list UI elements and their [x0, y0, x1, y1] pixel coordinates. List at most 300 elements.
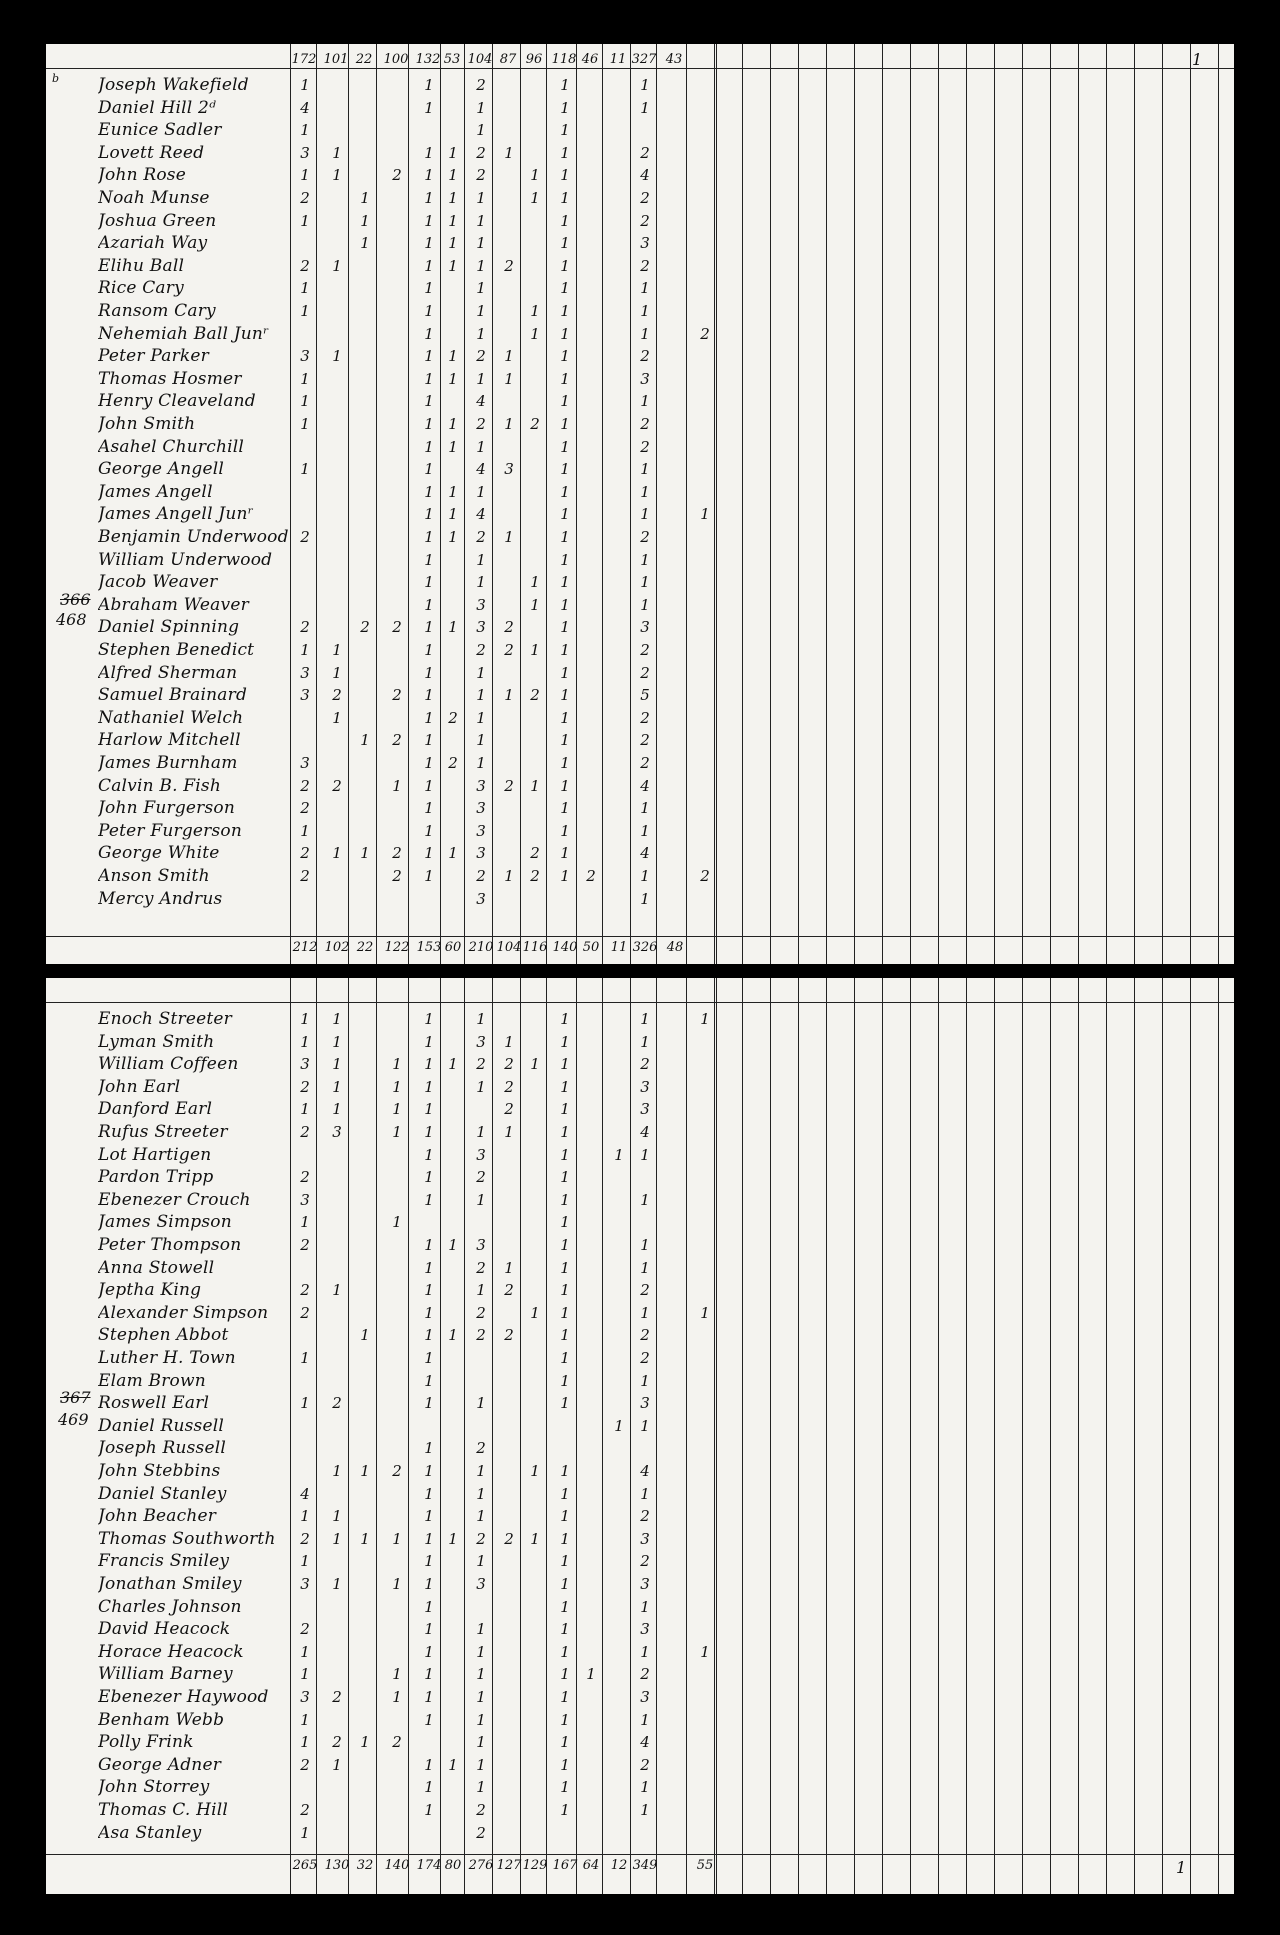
tally-cell: 1	[560, 776, 570, 795]
tally-cell: 1	[424, 1236, 434, 1254]
tally-cell: 1	[476, 1733, 486, 1752]
tally-cell: 1	[448, 369, 458, 388]
tally-cell: 1	[476, 437, 486, 456]
tally-cell: 2	[332, 776, 342, 795]
tally-cell: 1	[476, 1190, 486, 1209]
tally-cell: 2	[640, 1281, 650, 1300]
census-row	[46, 526, 1234, 549]
tally-cell: 1	[424, 821, 434, 840]
tally-cell: 3	[476, 776, 486, 795]
tally-cell: 2	[640, 1755, 650, 1774]
tally-cell: 1	[560, 844, 570, 863]
tally-cell: 3	[300, 1575, 310, 1593]
tally-cell: 3	[640, 618, 650, 637]
head-of-household-name: Charles Johnson	[98, 1596, 242, 1617]
tally-cell: 1	[560, 1326, 570, 1345]
tally-cell: 1	[424, 347, 434, 366]
tally-cell: 2	[476, 1529, 486, 1548]
tally-cell: 3	[640, 1077, 650, 1096]
tally-cell: 1	[300, 121, 310, 140]
tally-cell: 1	[530, 776, 540, 795]
tally-cell: 1	[448, 143, 458, 162]
tally-cell: 1	[392, 1055, 402, 1074]
tally-cell: 1	[360, 1733, 370, 1752]
tally-cell: 1	[424, 505, 434, 524]
column-header-number: 118	[551, 52, 577, 67]
tally-cell: 3	[300, 663, 310, 682]
tally-cell: 1	[560, 1236, 570, 1254]
tally-cell: 3	[300, 1688, 310, 1706]
head-of-household-name: Alexander Simpson	[98, 1302, 269, 1323]
tally-cell: 2	[332, 1394, 342, 1413]
tally-cell: 1	[392, 1665, 402, 1684]
head-of-household-name: Asa Stanley	[98, 1822, 202, 1843]
tally-cell: 1	[392, 776, 402, 795]
tally-cell: 1	[424, 369, 434, 388]
census-row	[46, 752, 1234, 775]
census-row	[46, 277, 1234, 300]
tally-cell: 2	[332, 1733, 342, 1752]
tally-cell: 1	[560, 369, 570, 388]
tally-cell: 2	[392, 166, 402, 185]
tally-cell: 2	[640, 437, 650, 456]
tally-cell: 2	[300, 256, 310, 275]
tally-cell: 1	[448, 234, 458, 253]
tally-cell: 2	[530, 686, 540, 705]
head-of-household-name: Danford Earl	[98, 1099, 213, 1120]
tally-cell: 2	[640, 1055, 650, 1074]
tally-cell: 2	[476, 1439, 486, 1458]
tally-cell: 1	[560, 708, 570, 727]
tally-cell: 1	[476, 731, 486, 750]
tally-cell: 1	[476, 324, 486, 343]
tally-cell: 4	[640, 844, 650, 863]
census-row	[46, 1483, 1234, 1506]
tally-cell: 1	[448, 166, 458, 185]
tally-cell: 1	[476, 663, 486, 682]
census-row	[46, 1754, 1234, 1777]
tally-cell: 1	[530, 302, 540, 320]
tally-cell: 2	[640, 528, 650, 546]
tally-cell: 3	[476, 595, 486, 614]
head-of-household-name: Daniel Spinning	[98, 617, 240, 638]
tally-cell: 1	[476, 279, 486, 298]
census-row	[46, 1302, 1234, 1325]
tally-cell: 2	[504, 1326, 514, 1345]
tally-cell: 1	[476, 234, 486, 253]
tally-cell: 1	[530, 1529, 540, 1548]
column-total: 276	[468, 1858, 494, 1873]
census-row	[46, 1663, 1234, 1686]
tally-cell: 1	[476, 211, 486, 230]
tally-cell: 2	[476, 1801, 486, 1819]
tally-cell: 1	[424, 1552, 434, 1571]
head-of-household-name: John Rose	[98, 165, 186, 186]
head-of-household-name: Stephen Benedict	[98, 640, 255, 660]
tally-cell: 1	[560, 1462, 570, 1480]
tally-cell: 1	[332, 663, 342, 682]
tally-cell: 1	[640, 867, 650, 885]
tally-cell: 1	[560, 1575, 570, 1593]
tally-cell: 2	[504, 1281, 514, 1300]
tally-cell: 1	[332, 1281, 342, 1300]
tally-cell: 1	[560, 347, 570, 366]
tally-cell: 3	[476, 618, 486, 637]
tally-cell: 1	[332, 1575, 342, 1593]
column-total: 104	[496, 940, 522, 955]
tally-cell: 1	[332, 641, 342, 659]
census-row	[46, 1324, 1234, 1347]
head-of-household-name: David Heacock	[98, 1619, 231, 1640]
tally-cell: 1	[560, 1055, 570, 1074]
tally-cell: 1	[448, 1326, 458, 1345]
margin-strikeout-number: 366	[60, 590, 91, 609]
head-of-household-name: Joshua Green	[98, 210, 217, 231]
tally-cell: 1	[560, 211, 570, 230]
census-row	[46, 323, 1234, 346]
tally-cell: 3	[476, 1236, 486, 1254]
census-row	[46, 842, 1234, 865]
column-total: 326	[632, 940, 658, 955]
corner-mark: 1	[1176, 1858, 1187, 1877]
head-of-household-name: Daniel Stanley	[98, 1483, 227, 1504]
census-row	[46, 1596, 1234, 1619]
tally-cell: 1	[640, 279, 650, 298]
tally-cell: 1	[392, 1575, 402, 1593]
tally-cell: 1	[614, 1145, 624, 1164]
tally-cell: 1	[560, 1371, 570, 1390]
tally-cell: 1	[560, 550, 570, 569]
tally-cell: 2	[300, 528, 310, 546]
head-of-household-name: Jeptha King	[98, 1280, 202, 1301]
tally-cell: 1	[560, 618, 570, 637]
head-of-household-name: Lovett Reed	[98, 142, 205, 163]
tally-cell: 2	[448, 754, 458, 772]
tally-cell: 1	[476, 256, 486, 275]
tally-cell: 1	[476, 189, 486, 207]
tally-cell: 1	[560, 460, 570, 479]
head-of-household-name: Peter Parker	[98, 346, 209, 367]
tally-cell: 1	[560, 1123, 570, 1141]
tally-cell: 2	[640, 143, 650, 162]
tally-cell: 2	[700, 867, 710, 885]
tally-cell: 1	[448, 211, 458, 230]
tally-cell: 1	[560, 528, 570, 546]
column-total: 174	[416, 1858, 442, 1873]
column-header-number: 46	[581, 52, 599, 67]
census-row	[46, 345, 1234, 368]
tally-cell: 1	[560, 573, 570, 592]
tally-cell: 1	[424, 754, 434, 772]
tally-cell: 1	[530, 1303, 540, 1322]
tally-cell: 2	[640, 1507, 650, 1526]
tally-cell: 2	[640, 189, 650, 207]
tally-cell: 1	[640, 1801, 650, 1819]
census-row	[46, 142, 1234, 165]
tally-cell: 2	[300, 1620, 310, 1639]
tally-cell: 1	[360, 844, 370, 863]
census-row	[46, 187, 1234, 210]
head-of-household-name: William Coffeen	[98, 1054, 239, 1075]
census-row	[46, 97, 1234, 120]
tally-cell: 1	[300, 211, 310, 230]
head-of-household-name: Lyman Smith	[98, 1031, 215, 1052]
census-row	[46, 1098, 1234, 1121]
tally-cell: 1	[560, 1281, 570, 1300]
tally-cell: 1	[640, 1642, 650, 1661]
tally-cell: 1	[504, 528, 514, 546]
tally-cell: 1	[560, 731, 570, 750]
tally-cell: 1	[476, 573, 486, 592]
tally-cell: 1	[448, 482, 458, 501]
tally-cell: 1	[300, 76, 310, 94]
tally-cell: 1	[424, 1688, 434, 1706]
tally-cell: 3	[300, 143, 310, 162]
census-row	[46, 413, 1234, 436]
tally-cell: 1	[476, 98, 486, 117]
head-of-household-name: Nathaniel Welch	[98, 707, 244, 728]
census-row	[46, 594, 1234, 617]
tally-cell: 1	[424, 1100, 434, 1119]
tally-cell: 1	[300, 1349, 310, 1367]
census-row	[46, 1076, 1234, 1099]
tally-cell: 1	[530, 573, 540, 592]
tally-cell: 1	[640, 1710, 650, 1729]
tally-cell: 1	[448, 1529, 458, 1548]
tally-cell: 1	[424, 256, 434, 275]
tally-cell: 2	[476, 1258, 486, 1277]
tally-cell: 1	[530, 324, 540, 343]
tally-cell: 3	[640, 1100, 650, 1119]
tally-cell: 1	[560, 279, 570, 298]
total-rule	[46, 1854, 1234, 1855]
census-row	[46, 300, 1234, 323]
tally-cell: 3	[300, 686, 310, 705]
tally-cell: 1	[300, 821, 310, 840]
head-of-household-name: William Barney	[98, 1664, 233, 1685]
census-row	[46, 1121, 1234, 1144]
tally-cell: 1	[424, 279, 434, 298]
census-row	[46, 1415, 1234, 1438]
census-row	[46, 1528, 1234, 1551]
tally-cell: 1	[530, 1462, 540, 1480]
tally-cell: 1	[560, 1349, 570, 1367]
census-row	[46, 775, 1234, 798]
tally-cell: 1	[300, 369, 310, 388]
column-total: 60	[444, 940, 462, 955]
head-of-household-name: Eunice Sadler	[98, 120, 222, 141]
census-row	[46, 1776, 1234, 1799]
tally-cell: 2	[392, 686, 402, 705]
tally-cell: 1	[560, 663, 570, 682]
tally-cell: 1	[448, 1055, 458, 1074]
tally-cell: 1	[560, 76, 570, 94]
tally-cell: 1	[640, 1416, 650, 1435]
tally-cell: 1	[332, 256, 342, 275]
column-total: 50	[582, 940, 600, 955]
tally-cell: 1	[300, 1642, 310, 1661]
census-row	[46, 1822, 1234, 1845]
tally-cell: 2	[476, 347, 486, 366]
head-of-household-name: Roswell Earl	[98, 1393, 210, 1414]
tally-cell: 1	[332, 1529, 342, 1548]
tally-cell: 1	[424, 1439, 434, 1458]
census-row	[46, 820, 1234, 843]
census-row	[46, 210, 1234, 233]
tally-cell: 1	[476, 121, 486, 140]
tally-cell: 1	[300, 1010, 310, 1028]
tally-cell: 1	[476, 1507, 486, 1526]
tally-cell: 1	[476, 1710, 486, 1729]
census-row	[46, 797, 1234, 820]
head-of-household-name: Stephen Abbot	[98, 1325, 229, 1346]
tally-cell: 1	[560, 754, 570, 772]
tally-cell: 1	[332, 1010, 342, 1028]
tally-cell: 4	[640, 1733, 650, 1752]
tally-cell: 2	[640, 731, 650, 750]
tally-cell: 2	[300, 799, 310, 818]
census-row	[46, 1686, 1234, 1709]
tally-cell: 1	[560, 1620, 570, 1639]
tally-cell: 1	[448, 844, 458, 863]
tally-cell: 1	[700, 1642, 710, 1661]
column-total: 265	[292, 1858, 318, 1873]
tally-cell: 1	[360, 1462, 370, 1480]
column-total: 140	[384, 1858, 410, 1873]
column-header-number: 87	[499, 52, 517, 67]
tally-cell: 1	[360, 189, 370, 207]
head-of-household-name: Elihu Ball	[98, 255, 185, 276]
tally-cell: 1	[560, 482, 570, 501]
head-of-household-name: Ebenezer Haywood	[98, 1687, 269, 1707]
census-row	[46, 707, 1234, 730]
corner-mark: 1	[1192, 50, 1203, 69]
tally-cell: 2	[640, 347, 650, 366]
tally-cell: 1	[560, 505, 570, 524]
tally-cell: 1	[424, 1145, 434, 1164]
tally-cell: 2	[300, 618, 310, 637]
tally-cell: 2	[476, 867, 486, 885]
tally-cell: 1	[424, 437, 434, 456]
head-of-household-name: John Stebbins	[98, 1461, 221, 1481]
tally-cell: 1	[700, 505, 710, 524]
column-total: 80	[444, 1858, 462, 1873]
tally-cell: 2	[640, 1326, 650, 1345]
tally-cell: 1	[392, 1100, 402, 1119]
tally-cell: 1	[424, 1168, 434, 1187]
tally-cell: 1	[560, 1010, 570, 1028]
tally-cell: 1	[530, 641, 540, 659]
head-of-household-name: Elam Brown	[98, 1370, 206, 1391]
tally-cell: 4	[476, 392, 486, 411]
tally-cell: 2	[700, 324, 710, 343]
margin-page-number: 468	[56, 610, 87, 629]
column-header-number: 101	[323, 52, 349, 67]
tally-cell: 1	[300, 392, 310, 411]
margin-strikeout-number: 367	[60, 1388, 91, 1407]
tally-cell: 1	[300, 279, 310, 298]
tally-cell: 1	[300, 1710, 310, 1729]
tally-cell: 3	[640, 234, 650, 253]
tally-cell: 1	[300, 1032, 310, 1051]
column-total: 116	[522, 940, 548, 955]
head-of-household-name: John Beacher	[98, 1506, 217, 1527]
head-of-household-name: Joseph Wakefield	[98, 75, 249, 95]
tally-cell: 1	[448, 1755, 458, 1774]
head-of-household-name: Asahel Churchill	[98, 436, 244, 457]
tally-cell: 1	[476, 708, 486, 727]
head-of-household-name: Rufus Streeter	[98, 1122, 228, 1142]
tally-cell: 1	[476, 1642, 486, 1661]
tally-cell: 1	[424, 1123, 434, 1141]
census-row	[46, 1460, 1234, 1483]
tally-cell: 1	[424, 143, 434, 162]
census-row	[46, 119, 1234, 142]
tally-cell: 3	[300, 754, 310, 772]
tally-cell: 5	[640, 686, 650, 705]
census-row	[46, 1731, 1234, 1754]
tally-cell: 1	[300, 1213, 310, 1232]
head-of-household-name: Anson Smith	[98, 866, 210, 886]
tally-cell: 1	[476, 1462, 486, 1480]
tally-cell: 3	[300, 1190, 310, 1209]
census-row	[46, 1347, 1234, 1370]
census-page-bottom	[46, 978, 1234, 1894]
tally-cell: 1	[300, 1394, 310, 1413]
column-header-number: 22	[355, 52, 373, 67]
tally-cell: 1	[560, 98, 570, 117]
tally-cell: 2	[640, 641, 650, 659]
tally-cell: 1	[560, 1688, 570, 1706]
tally-cell: 3	[476, 1575, 486, 1593]
census-row	[46, 1234, 1234, 1257]
tally-cell: 2	[640, 1552, 650, 1571]
tally-cell: 1	[560, 302, 570, 320]
tally-cell: 1	[300, 1507, 310, 1526]
tally-cell: 1	[504, 1032, 514, 1051]
tally-cell: 2	[530, 844, 540, 863]
tally-cell: 1	[360, 1326, 370, 1345]
census-row	[46, 1211, 1234, 1234]
census-row	[46, 1257, 1234, 1280]
tally-cell: 1	[560, 1168, 570, 1187]
tally-cell: 1	[640, 1258, 650, 1277]
census-row	[46, 368, 1234, 391]
census-row	[46, 888, 1234, 911]
tally-cell: 1	[476, 754, 486, 772]
tally-cell: 1	[360, 1529, 370, 1548]
head-of-household-name: Anna Stowell	[98, 1257, 215, 1278]
header-rule	[46, 1002, 1234, 1003]
census-row	[46, 1573, 1234, 1596]
tally-cell: 1	[560, 1484, 570, 1503]
tally-cell: 1	[392, 1688, 402, 1706]
census-row	[46, 1641, 1234, 1664]
tally-cell: 1	[424, 460, 434, 479]
tally-cell: 1	[476, 1665, 486, 1684]
tally-cell: 1	[392, 1123, 402, 1141]
tally-cell: 3	[476, 844, 486, 863]
tally-cell: 1	[424, 415, 434, 433]
head-of-household-name: Francis Smiley	[98, 1551, 230, 1572]
tally-cell: 2	[332, 1688, 342, 1706]
tally-cell: 1	[476, 369, 486, 388]
head-of-household-name: Jonathan Smiley	[98, 1574, 242, 1594]
tally-cell: 1	[424, 189, 434, 207]
tally-cell: 1	[424, 1801, 434, 1819]
tally-cell: 1	[424, 1665, 434, 1684]
head-of-household-name: Daniel Hill 2ᵈ	[98, 97, 217, 118]
